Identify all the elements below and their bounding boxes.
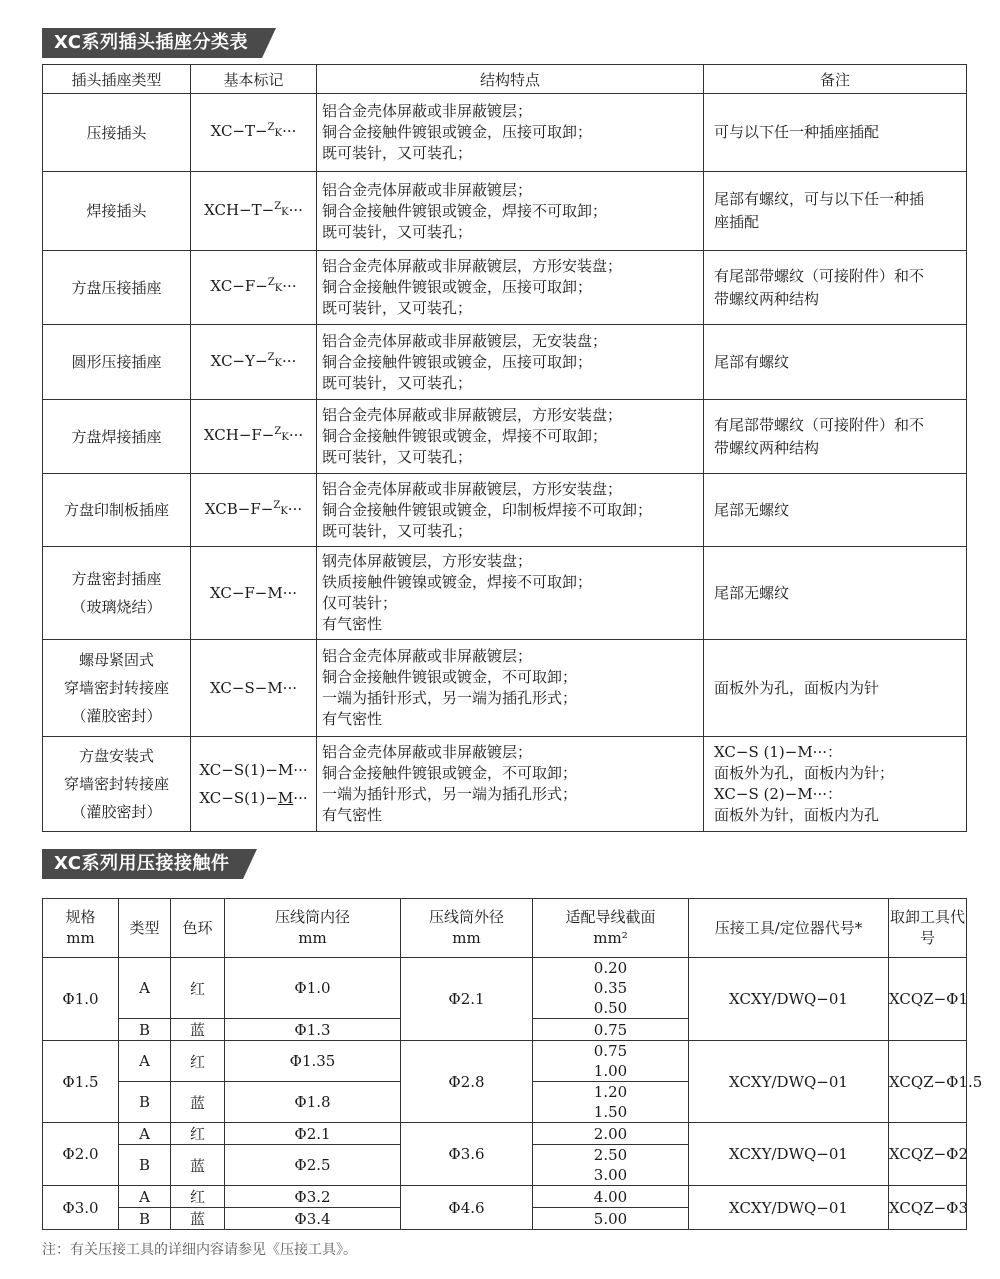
header-color: 色环 (171, 899, 225, 958)
row-mark: XCB−F−$^Z$K··· (191, 474, 317, 547)
cell-section: 1.00 (533, 1061, 689, 1082)
row-notes: 有尾部带螺纹（可接附件）和不 带螺纹两种结构 (704, 400, 967, 474)
cell-spec: Φ2.0 (43, 1123, 119, 1186)
table-row (43, 474, 967, 547)
cell-type: B (119, 1145, 171, 1186)
cell-outer: Φ3.6 (401, 1123, 533, 1186)
cell-remove: XCQZ−Φ3 (889, 1186, 967, 1230)
table-row (43, 737, 967, 832)
cell-section: 4.00 (533, 1186, 689, 1208)
row-notes: 尾部有螺纹 (704, 325, 967, 400)
row-type: 方盘焊接插座 (43, 400, 191, 474)
row-mark: XC−S−M··· (191, 640, 317, 737)
cell-section: 0.50 (533, 998, 689, 1019)
row-type: 螺母紧固式 穿墙密封转接座 （灌胶密封） (43, 640, 191, 737)
cell-section: 1.50 (533, 1102, 689, 1123)
cell-outer: Φ2.8 (401, 1041, 533, 1123)
row-features: 铝合金壳体屏蔽或非屏蔽镀层； 铜合金接触件镀银或镀金，压接可取卸； 既可装针，又可装孔； (317, 94, 704, 172)
table-row (43, 958, 967, 979)
table-header-row (43, 899, 967, 958)
table-header-row (43, 65, 967, 94)
banner-decoration (243, 849, 257, 879)
cell-spec: Φ1.5 (43, 1041, 119, 1123)
section-title-2 (42, 849, 257, 879)
cell-type: B (119, 1208, 171, 1230)
row-features: 铝合金壳体屏蔽或非屏蔽镀层，方形安装盘； 铜合金接触件镀银或镀金，印制板焊接不可取卸； 既可装针，又可装孔； (317, 474, 704, 547)
cell-section: 0.35 (533, 978, 689, 998)
cell-inner: Φ2.1 (225, 1123, 401, 1145)
cell-section: 1.20 (533, 1082, 689, 1103)
row-features: 铝合金壳体屏蔽或非屏蔽镀层； 铜合金接触件镀银或镀金，不可取卸； 一端为插针形式，另一端为插孔形式； 有气密性 (317, 640, 704, 737)
table-row (43, 547, 967, 640)
footnote: 注：有关压接工具的详细内容请参见《压接工具》。 (42, 1242, 357, 1258)
table-row (43, 1123, 967, 1145)
cell-tool: XCXY/DWQ−01 (689, 1123, 889, 1186)
row-mark: XC−F−M··· (191, 547, 317, 640)
table-row (43, 1041, 967, 1062)
table-row (43, 1186, 967, 1208)
cell-tool: XCXY/DWQ−01 (689, 1186, 889, 1230)
row-type: 方盘密封插座 （玻璃烧结） (43, 547, 191, 640)
cell-inner: Φ3.4 (225, 1208, 401, 1230)
cell-inner: Φ3.2 (225, 1186, 401, 1208)
banner-decoration (262, 28, 276, 58)
row-type: 焊接插头 (43, 172, 191, 251)
table-row (43, 325, 967, 400)
table-row (43, 640, 967, 737)
row-features: 铝合金壳体屏蔽或非屏蔽镀层； 铜合金接触件镀银或镀金，焊接不可取卸； 既可装针，又可装孔； (317, 172, 704, 251)
cell-color: 蓝 (171, 1019, 225, 1041)
row-notes: 尾部无螺纹 (704, 547, 967, 640)
cell-spec: Φ1.0 (43, 958, 119, 1041)
header-inner-diameter: 压线筒内径 mm (225, 899, 401, 958)
table-row (43, 172, 967, 251)
row-notes: XC−S (1)−M···： 面板外为孔，面板内为针； XC−S (2)−M···： 面板外为针，面板内为孔 (704, 737, 967, 832)
cell-type: A (119, 1123, 171, 1145)
row-notes: 尾部有螺纹，可与以下任一种插 座插配 (704, 172, 967, 251)
cell-type: A (119, 958, 171, 1019)
cell-remove: XCQZ−Φ1.5 (889, 1041, 967, 1123)
cell-inner: Φ1.0 (225, 958, 401, 1019)
cell-color: 红 (171, 1123, 225, 1145)
header-features: 结构特点 (317, 65, 704, 94)
cell-remove: XCQZ−Φ2 (889, 1123, 967, 1186)
cell-color: 蓝 (171, 1145, 225, 1186)
header-spec: 规格 mm (43, 899, 119, 958)
cell-type: A (119, 1041, 171, 1082)
header-removal-tool: 取卸工具代号 (889, 899, 967, 958)
header-wire-section: 适配导线截面 mm² (533, 899, 689, 958)
cell-color: 蓝 (171, 1208, 225, 1230)
header-mark: 基本标记 (191, 65, 317, 94)
header-type: 插头插座类型 (43, 65, 191, 94)
cell-tool: XCXY/DWQ−01 (689, 958, 889, 1041)
cell-type: A (119, 1186, 171, 1208)
cell-outer: Φ2.1 (401, 958, 533, 1041)
cell-tool: XCXY/DWQ−01 (689, 1041, 889, 1123)
header-outer-diameter: 压线筒外径 mm (401, 899, 533, 958)
row-type: 圆形压接插座 (43, 325, 191, 400)
row-features: 铝合金壳体屏蔽或非屏蔽镀层； 铜合金接触件镀银或镀金，不可取卸； 一端为插针形式，另一端为插孔形式； 有气密性 (317, 737, 704, 832)
cell-inner: Φ1.3 (225, 1019, 401, 1041)
table-row (43, 400, 967, 474)
cell-section: 2.00 (533, 1123, 689, 1145)
cell-section: 5.00 (533, 1208, 689, 1230)
section-title-1 (42, 28, 276, 58)
cell-type: B (119, 1019, 171, 1041)
section-title-text: XC系列用压接接触件 (42, 849, 243, 879)
cell-section: 2.50 (533, 1145, 689, 1166)
cell-inner: Φ1.8 (225, 1082, 401, 1123)
row-notes: 尾部无螺纹 (704, 474, 967, 547)
table-row (43, 251, 967, 325)
row-mark: XC−S(1)−M··· XC−S(1)−M··· (191, 737, 317, 832)
table-row (43, 94, 967, 172)
row-features: 铝合金壳体屏蔽或非屏蔽镀层，无安装盘； 铜合金接触件镀银或镀金，压接可取卸； 既可装针，又可装孔； (317, 325, 704, 400)
cell-section: 0.75 (533, 1019, 689, 1041)
crimp-contact-table (42, 898, 983, 1230)
cell-spec: Φ3.0 (43, 1186, 119, 1230)
header-crimp-tool: 压接工具/定位器代号* (689, 899, 889, 958)
cell-section: 0.20 (533, 958, 689, 979)
cell-inner: Φ2.5 (225, 1145, 401, 1186)
row-type: 方盘压接插座 (43, 251, 191, 325)
cell-color: 红 (171, 1186, 225, 1208)
cell-outer: Φ4.6 (401, 1186, 533, 1230)
cell-section: 3.00 (533, 1165, 689, 1186)
row-features: 铝合金壳体屏蔽或非屏蔽镀层，方形安装盘； 铜合金接触件镀银或镀金，压接可取卸； 既可装针，又可装孔； (317, 251, 704, 325)
row-notes: 有尾部带螺纹（可接附件）和不 带螺纹两种结构 (704, 251, 967, 325)
row-type: 方盘印制板插座 (43, 474, 191, 547)
row-type: 压接插头 (43, 94, 191, 172)
header-notes: 备注 (704, 65, 967, 94)
cell-color: 红 (171, 1041, 225, 1082)
row-mark: XCH−F−$^Z$K··· (191, 400, 317, 474)
section-title-text: XC系列插头插座分类表 (42, 28, 262, 58)
row-mark: XC−Y−$^Z$K··· (191, 325, 317, 400)
row-mark: XCH−T−$^Z$K··· (191, 172, 317, 251)
row-type: 方盘安装式 穿墙密封转接座 （灌胶密封） (43, 737, 191, 832)
row-mark: XC−T−$^Z$K··· (191, 94, 317, 172)
connector-classification-table (42, 64, 967, 832)
cell-remove: XCQZ−Φ1 (889, 958, 967, 1041)
row-features: 钢壳体屏蔽镀层，方形安装盘； 铁质接触件镀镍或镀金，焊接不可取卸； 仅可装针； 有气密性 (317, 547, 704, 640)
row-mark: XC−F−$^Z$K··· (191, 251, 317, 325)
cell-color: 蓝 (171, 1082, 225, 1123)
row-features: 铝合金壳体屏蔽或非屏蔽镀层，方形安装盘； 铜合金接触件镀银或镀金，焊接不可取卸； 既可装针，又可装孔； (317, 400, 704, 474)
cell-type: B (119, 1082, 171, 1123)
row-notes: 可与以下任一种插座插配 (704, 94, 967, 172)
cell-inner: Φ1.35 (225, 1041, 401, 1082)
cell-color: 红 (171, 958, 225, 1019)
row-notes: 面板外为孔，面板内为针 (704, 640, 967, 737)
cell-section: 0.75 (533, 1041, 689, 1062)
header-type: 类型 (119, 899, 171, 958)
